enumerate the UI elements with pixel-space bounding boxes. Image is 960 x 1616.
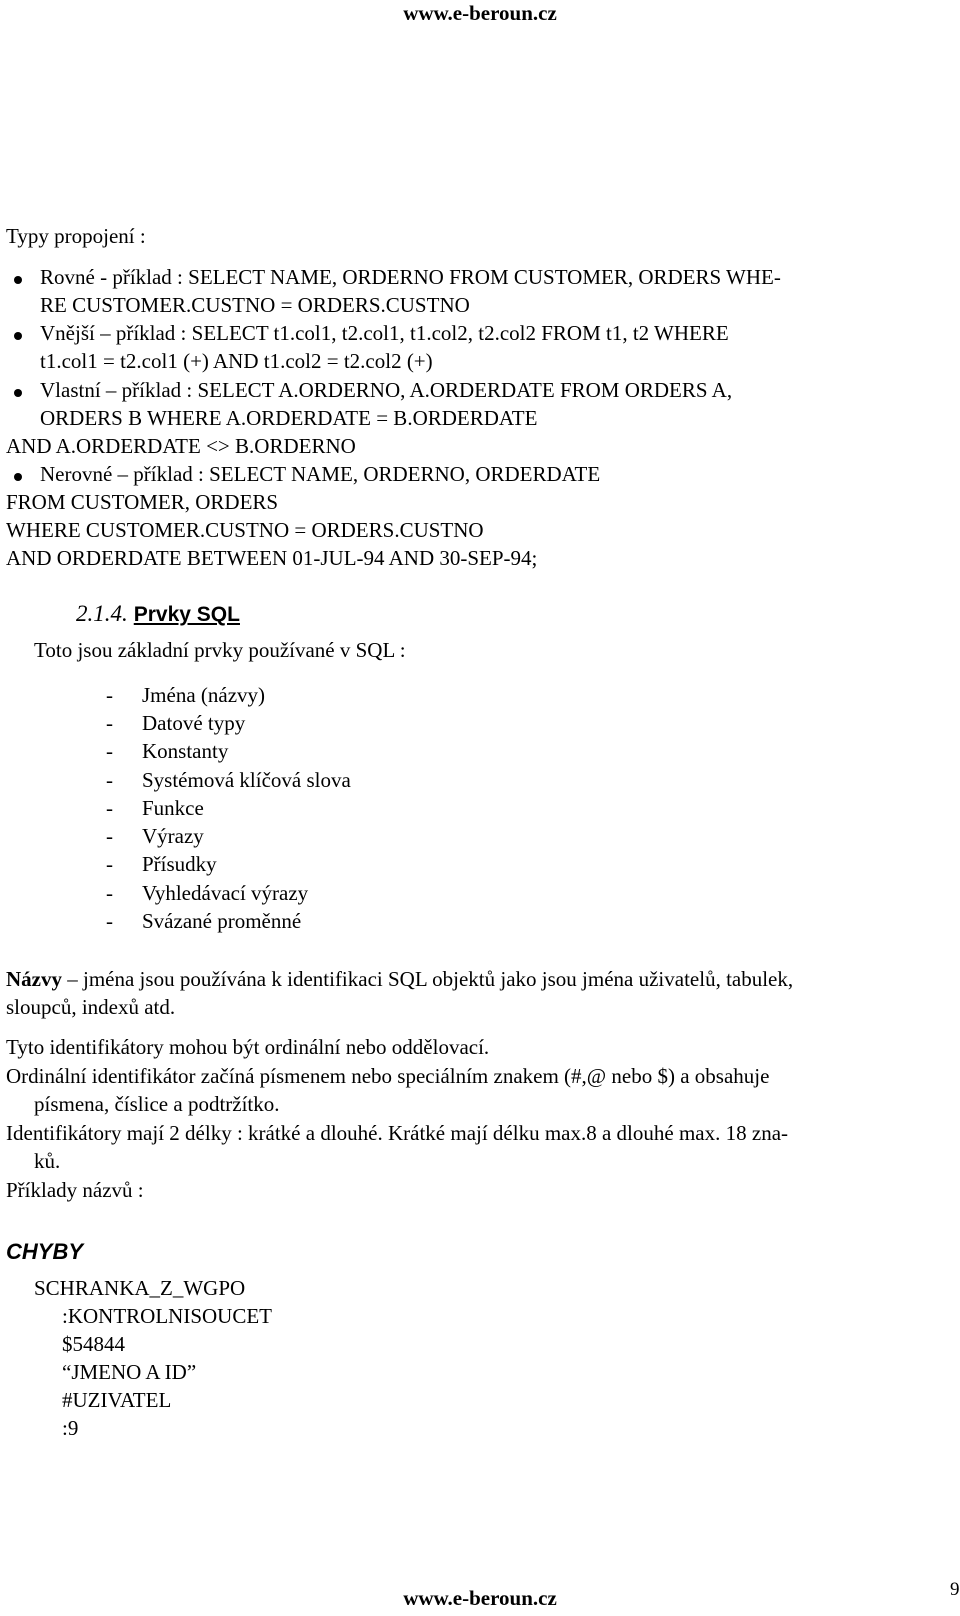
names-term: Názvy bbox=[6, 967, 62, 991]
identifier-types-text: Tyto identifikátory mohou být ordinální nebo oddělovací. bbox=[6, 1035, 490, 1059]
join-self-line2: ORDERS B WHERE A.ORDERDATE = B.ORDERDATE bbox=[40, 406, 538, 430]
names-definition-line1: Názvy – jména jsou používána k identifikaci SQL objektů jako jsou jména uživatelů, tabulek, bbox=[6, 967, 794, 991]
error-example: SCHRANKA_Z_WGPO bbox=[34, 1276, 246, 1300]
join-equi-line1: Rovné - příklad : SELECT NAME, ORDERNO FROM CUSTOMER, ORDERS WHE- bbox=[40, 265, 781, 289]
errors-heading: CHYBY bbox=[6, 1239, 84, 1264]
page-number: 9 bbox=[950, 1579, 960, 1600]
join-nonequi-line2: FROM CUSTOMER, ORDERS bbox=[6, 490, 279, 514]
list-item: - Výrazy bbox=[106, 824, 204, 848]
join-equi-line2: RE CUSTOMER.CUSTNO = ORDERS.CUSTNO bbox=[40, 293, 470, 317]
join-self-line3: AND A.ORDERDATE <> B.ORDERNO bbox=[6, 434, 356, 458]
join-nonequi-line1: Nerovné – příklad : SELECT NAME, ORDERNO, ORDERDATE bbox=[40, 462, 601, 486]
error-example: $54844 bbox=[62, 1332, 125, 1356]
bullet-dot bbox=[14, 389, 22, 397]
section-heading bbox=[76, 600, 240, 629]
list-item: - Datové typy bbox=[106, 711, 246, 735]
ordinal-identifier-line1: Ordinální identifikátor začíná písmenem nebo speciálním znakem (#,@ nebo $) a obsahuje bbox=[6, 1064, 770, 1088]
footer-url: www.e-beroun.cz bbox=[403, 1586, 557, 1610]
join-nonequi-line3: WHERE CUSTOMER.CUSTNO = ORDERS.CUSTNO bbox=[6, 518, 484, 542]
joins-heading: Typy propojení : bbox=[6, 224, 146, 248]
names-definition-line2: sloupců, indexů atd. bbox=[6, 995, 176, 1019]
identifier-length-line2: ků. bbox=[34, 1149, 61, 1173]
join-nonequi-line4: AND ORDERDATE BETWEEN 01-JUL-94 AND 30-SEP-94; bbox=[6, 546, 538, 570]
list-item: - Svázané proměnné bbox=[106, 909, 302, 933]
error-example: :KONTROLNISOUCET bbox=[62, 1304, 272, 1328]
bullet-dot bbox=[14, 473, 22, 481]
examples-heading: Příklady názvů : bbox=[6, 1178, 144, 1202]
identifier-length-line1: Identifikátory mají 2 délky : krátké a dlouhé. Krátké mají délku max.8 a dlouhé max. 18 zna- bbox=[6, 1121, 789, 1145]
bullet-dot bbox=[14, 276, 22, 284]
list-item: - Jména (názvy) bbox=[106, 683, 266, 707]
error-example: #UZIVATEL bbox=[62, 1388, 172, 1412]
section-number: 2.1.4. bbox=[76, 601, 128, 626]
join-outer-line1: Vnější – příklad : SELECT t1.col1, t2.col1, t1.col2, t2.col2 FROM t1, t2 WHERE bbox=[40, 321, 729, 345]
join-outer-line2: t1.col1 = t2.col1 (+) AND t1.col2 = t2.col2 (+) bbox=[40, 349, 433, 373]
section-title: Prvky SQL bbox=[133, 603, 240, 626]
error-example: “JMENO A ID” bbox=[62, 1360, 197, 1384]
list-item: - Systémová klíčová slova bbox=[106, 768, 351, 792]
join-self-line1: Vlastní – příklad : SELECT A.ORDERNO, A.ORDERDATE FROM ORDERS A, bbox=[40, 378, 733, 402]
bullet-dot bbox=[14, 332, 22, 340]
list-item: - Funkce bbox=[106, 796, 204, 820]
section-intro: Toto jsou základní prvky používané v SQL : bbox=[34, 638, 406, 662]
list-item: - Vyhledávací výrazy bbox=[106, 881, 309, 905]
list-item: - Konstanty bbox=[106, 739, 229, 763]
list-item: - Přísudky bbox=[106, 852, 217, 876]
header-url: www.e-beroun.cz bbox=[403, 1, 557, 25]
ordinal-identifier-line2: písmena, číslice a podtržítko. bbox=[34, 1092, 280, 1116]
error-example: :9 bbox=[62, 1416, 79, 1440]
